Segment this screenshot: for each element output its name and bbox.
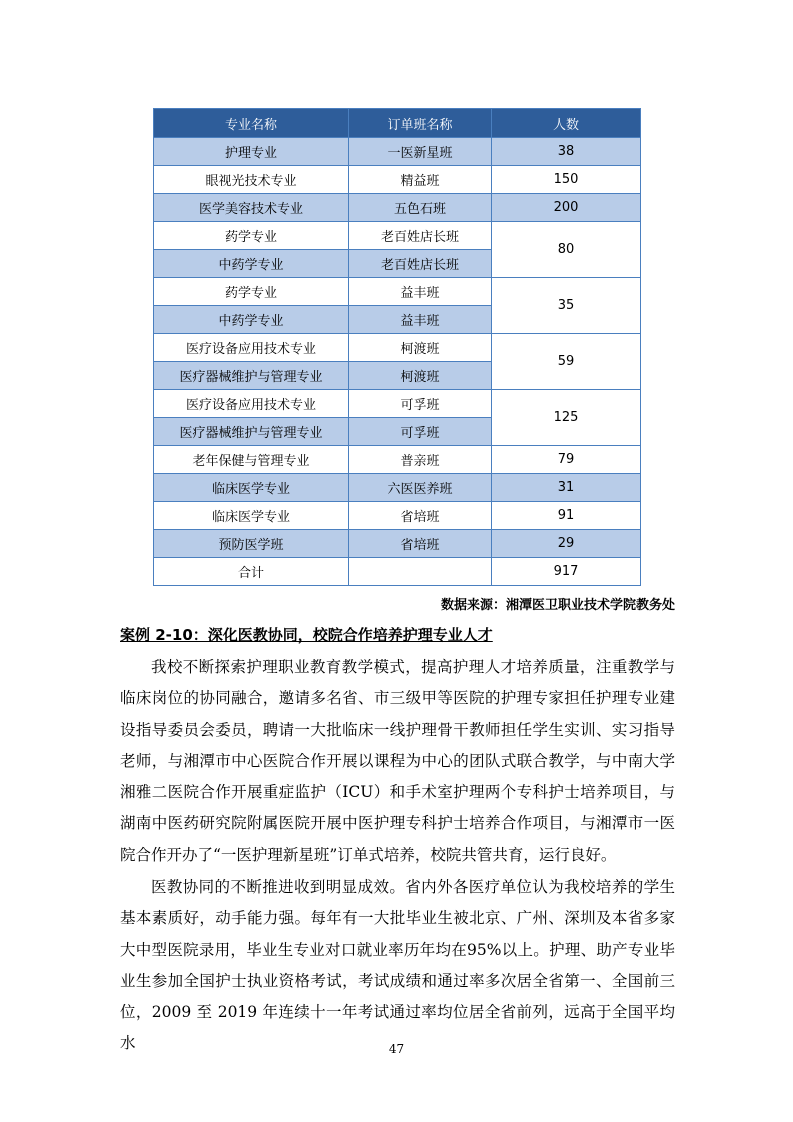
body-paragraph: 医教协同的不断推进收到明显成效。省内外各医疗单位认为我校培养的学生基本素质好，动手能力强。每年有一大批毕业生被北京、广州、深圳及本省多家大中型医院录用，毕业生专业对口就业率历年均在95%以上。护理、助产专业毕业生参加全国护士执业资格考试，考试成绩和通过率多次居全省第一、全国前三位，2009 至 2019 年连续十一年考试通过率均位居全省前列，远高于全国平均水 xyxy=(120,878,675,1053)
cell-class: 柯渡班 xyxy=(349,334,492,362)
cell-count-merged: 59 xyxy=(492,334,641,390)
cell-class: 老百姓店长班 xyxy=(349,222,492,250)
cell-major: 药学专业 xyxy=(154,222,349,250)
table-row xyxy=(154,194,641,222)
body-paragraph: 我校不断探索护理职业教育教学模式，提高护理人才培养质量，注重教学与临床岗位的协同融合，邀请多名省、市三级甲等医院的护理专家担任护理专业建设指导委员会委员，聘请一大批临床一线护理骨干教师担任学生实训、实习指导老师，与湘潭市中心医院合作开展以课程为中心的团队式联合教学，与中南大学湘雅二医院合作开展重症监护（ICU）和手术室护理两个专科护士培养项目，与湖南中医药研究院附属医院开展中医护理专科护士培养合作项目，与湘潭市一医院合作开办了“一医护理新星班”订单式培养，校院共管共育，运行良好。 xyxy=(120,658,675,864)
cell-major: 中药学专业 xyxy=(154,306,349,334)
cell-count-merged: 80 xyxy=(492,222,641,278)
case-title: 案例 2-10：深化医教协同，校院合作培养护理专业人才 xyxy=(120,626,493,644)
cell-class: 益丰班 xyxy=(349,278,492,306)
table-row xyxy=(154,166,641,194)
table-row xyxy=(154,446,641,474)
cell-count: 79 xyxy=(492,446,641,474)
cell-class-total xyxy=(349,558,492,586)
cell-class: 精益班 xyxy=(349,166,492,194)
cell-class: 五色石班 xyxy=(349,194,492,222)
page-number: 47 xyxy=(388,1042,405,1056)
cell-major: 医学美容技术专业 xyxy=(154,194,349,222)
cell-major: 医疗器械维护与管理专业 xyxy=(154,418,349,446)
order-class-table-container xyxy=(153,108,640,586)
table-row xyxy=(154,474,641,502)
table-row xyxy=(154,530,641,558)
cell-class: 省培班 xyxy=(349,502,492,530)
header-major: 专业名称 xyxy=(154,109,349,138)
table-row xyxy=(154,138,641,166)
header-count: 人数 xyxy=(492,109,641,138)
cell-major: 临床医学专业 xyxy=(154,474,349,502)
cell-major: 临床医学专业 xyxy=(154,502,349,530)
cell-class: 六医医养班 xyxy=(349,474,492,502)
cell-major: 护理专业 xyxy=(154,138,349,166)
cell-major: 医疗设备应用技术专业 xyxy=(154,390,349,418)
cell-class: 可孚班 xyxy=(349,418,492,446)
header-class: 订单班名称 xyxy=(349,109,492,138)
cell-major: 预防医学班 xyxy=(154,530,349,558)
table-header-row xyxy=(154,109,641,138)
cell-major: 医疗器械维护与管理专业 xyxy=(154,362,349,390)
cell-count: 200 xyxy=(492,194,641,222)
cell-count: 150 xyxy=(492,166,641,194)
cell-major: 医疗设备应用技术专业 xyxy=(154,334,349,362)
cell-count: 29 xyxy=(492,530,641,558)
cell-class: 省培班 xyxy=(349,530,492,558)
cell-class: 一医新星班 xyxy=(349,138,492,166)
table-total-row xyxy=(154,558,641,586)
order-class-table xyxy=(153,108,641,586)
cell-class: 老百姓店长班 xyxy=(349,250,492,278)
cell-major-total: 合计 xyxy=(154,558,349,586)
cell-major: 老年保健与管理专业 xyxy=(154,446,349,474)
table-row xyxy=(154,334,641,362)
cell-class: 可孚班 xyxy=(349,390,492,418)
table-row xyxy=(154,278,641,306)
cell-count-merged: 125 xyxy=(492,390,641,446)
cell-class: 柯渡班 xyxy=(349,362,492,390)
cell-major: 药学专业 xyxy=(154,278,349,306)
cell-major: 眼视光技术专业 xyxy=(154,166,349,194)
cell-class: 益丰班 xyxy=(349,306,492,334)
cell-major: 中药学专业 xyxy=(154,250,349,278)
cell-count-merged: 35 xyxy=(492,278,641,334)
cell-count-total: 917 xyxy=(492,558,641,586)
cell-count: 31 xyxy=(492,474,641,502)
cell-class: 普亲班 xyxy=(349,446,492,474)
cell-count: 38 xyxy=(492,138,641,166)
table-row xyxy=(154,390,641,418)
table-row xyxy=(154,222,641,250)
cell-count: 91 xyxy=(492,502,641,530)
data-source-note: 数据来源：湘潭医卫职业技术学院教务处 xyxy=(440,598,675,613)
table-row xyxy=(154,502,641,530)
